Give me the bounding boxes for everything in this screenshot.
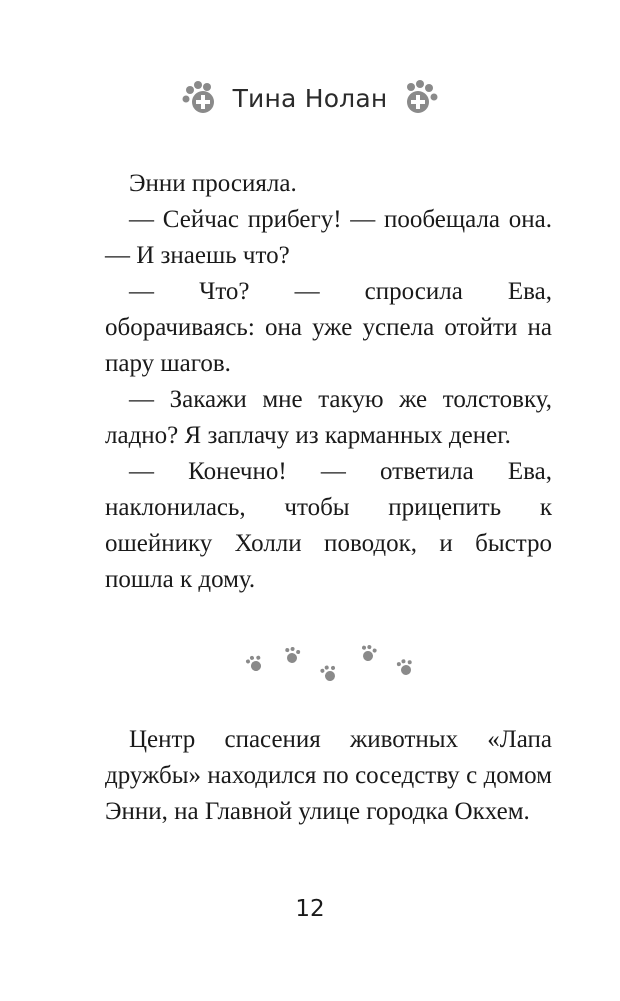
paragraph: — Закажи мне такую же толстовку, ладно? Я заплачу из карманных денег.	[105, 386, 552, 449]
paragraph: — Конечно! — ответила Ева, наклонилась, чтобы прицепить к ошейнику Холли поводок, и быстро пошла к дому.	[105, 458, 552, 593]
paw-plus-icon	[399, 80, 439, 116]
body-text-top	[105, 166, 552, 598]
paragraph: — Сейчас прибегу! — пообещала она. — И знаешь что?	[105, 206, 552, 269]
paragraph: — Что? — спросила Ева, оборачиваясь: она уже успела отойти на пару шагов.	[105, 278, 552, 377]
paw-plus-icon	[181, 80, 221, 116]
body-text-bottom	[105, 722, 552, 830]
paw-prints-icon	[230, 640, 430, 690]
page-number: 12	[295, 896, 325, 922]
paragraph: Энни просияла.	[129, 170, 297, 197]
author-name: Тина Нолан	[232, 83, 388, 113]
running-header	[0, 78, 620, 118]
paragraph: Центр спасения животных «Лапа дружбы» находился по соседству с домом Энни, на Главной улице городка Окхем.	[105, 726, 552, 825]
